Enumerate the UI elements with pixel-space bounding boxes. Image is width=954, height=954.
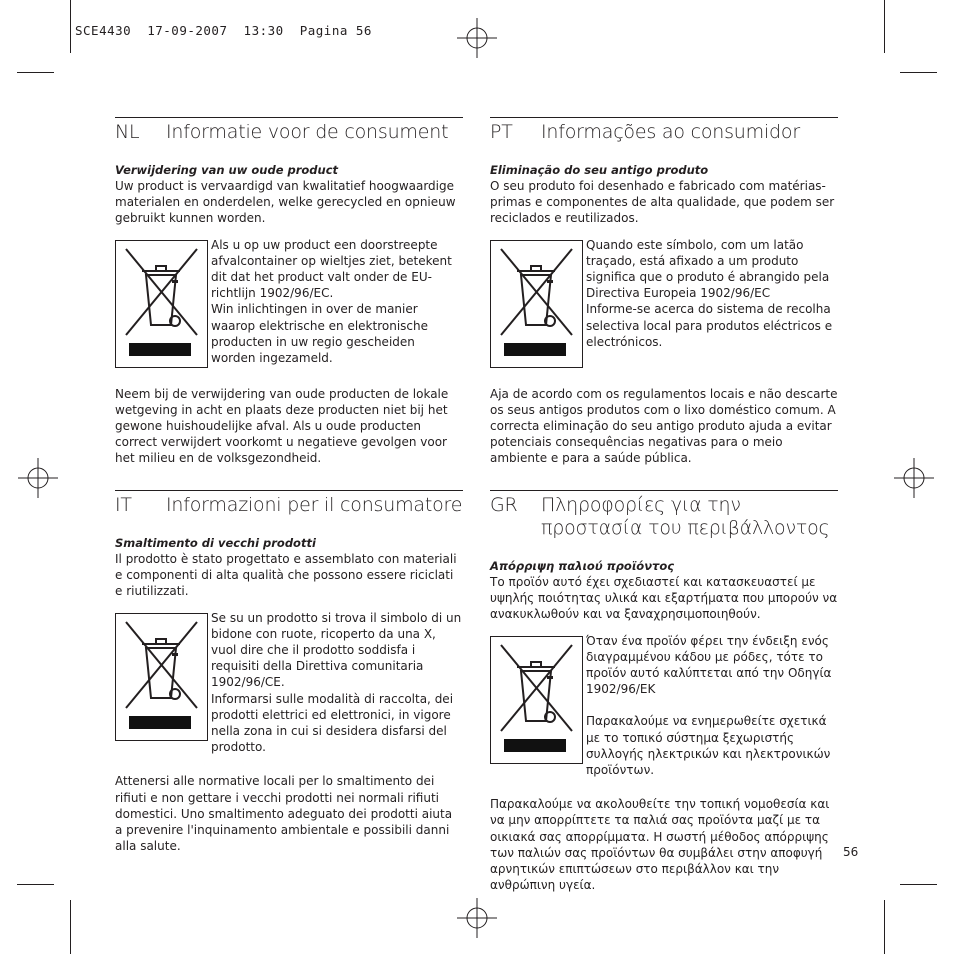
crop-mark bbox=[17, 72, 54, 73]
section-heading bbox=[115, 494, 463, 517]
closing-paragraph: Παρακαλούμε να ακολουθείτε την τοπική νομοθεσία και να μην απορρίπτετε τα παλιά σας προϊόντα μαζί με τα οικιακά σας απορρίμματα. Η σωστή μέθοδος απόρριψης των παλιών σας προϊόντων θα συμβάλει στην αποφυγή αρνητικών επιπτώσεων στο περιβάλλον και την ανθρώπινη υγεία. bbox=[490, 797, 830, 893]
figure-text-line: Παρακαλούμε να ενημερωθείτε σχετικά με το τοπικό σύστημα ξεχωριστής συλλογής ηλεκτρικών και ηλεκτρονικών προϊόντων. bbox=[586, 714, 831, 778]
figure-text-line: Quando este símbolo, com um latão traçado, está afixado a um produto significa que o produto é abrangido pela Directiva Europeia 1902/96/EC bbox=[586, 237, 830, 301]
weee-symbol-box bbox=[490, 636, 583, 764]
registration-mark bbox=[457, 18, 497, 58]
crossed-out-wheelie-bin-icon bbox=[499, 247, 574, 337]
language-code: NL bbox=[115, 121, 140, 143]
weee-figure-row bbox=[490, 237, 838, 368]
section-pt bbox=[490, 117, 838, 467]
weee-figure-row bbox=[115, 610, 463, 756]
section-title: Informatie voor de consument bbox=[166, 121, 449, 143]
section-subtitle: Smaltimento di vecchi prodotti bbox=[115, 536, 316, 550]
page-number: 56 bbox=[843, 845, 859, 859]
black-bar bbox=[129, 716, 191, 729]
section-title: Πληροφορίες για την προστασία του περιβάλλοντος bbox=[541, 494, 830, 539]
section-subtitle: Eliminação do seu antigo produto bbox=[490, 163, 709, 177]
section-rule bbox=[490, 117, 838, 118]
figure-text-line: Informe-se acerca do sistema de recolha selectiva local para produtos eléctricos e electrónicos. bbox=[586, 302, 833, 349]
crop-mark bbox=[17, 884, 54, 885]
section-subtitle: Verwijdering van uw oude product bbox=[115, 163, 339, 177]
intro-paragraph: Το προϊόν αυτό έχει σχεδιαστεί και κατασκευαστεί με υψηλής ποιότητας υλικά και εξαρτήματα που μπορούν να ανακυκλωθούν και να ξαναχρησιμοποιηθούν. bbox=[490, 575, 838, 622]
figure-text-line: Als u op uw product een doorstreepte afvalcontainer op wieltjes ziet, betekent dit dat het product valt onder de EU-richtlijn 1902/96/EC. bbox=[211, 237, 452, 301]
crop-mark bbox=[900, 884, 937, 885]
weee-symbol-box bbox=[115, 613, 208, 741]
section-title: Informazioni per il consumatore bbox=[166, 494, 463, 516]
intro-paragraph: Il prodotto è stato progettato e assemblato con materiali e componenti di alta qualità che possono essere riciclati e riutilizzati. bbox=[115, 552, 457, 599]
slug-line: SCE4430 17-09-2007 13:30 Pagina 56 bbox=[75, 23, 372, 38]
crossed-out-wheelie-bin-icon bbox=[124, 247, 199, 337]
crossed-out-wheelie-bin-icon bbox=[499, 643, 574, 733]
black-bar bbox=[129, 343, 191, 356]
figure-text-line: Όταν ένα προϊόν φέρει την ένδειξη ενός διαγραμμένου κάδου με ρόδες, τότε το προϊόν αυτό καλύπτεται από την Οδηγία 1902/96/ΕΚ bbox=[586, 633, 832, 697]
closing-paragraph: Neem bij de verwijdering van oude producten de lokale wetgeving in acht en plaats deze producten niet bij het gewone huishoudelijke afval. Als u oude producten correct verwijdert voorkomt u negatieve gevolgen voor het milieu en de volksgezondheid. bbox=[115, 386, 449, 466]
crop-mark bbox=[70, 0, 71, 53]
section-rule bbox=[115, 490, 463, 491]
weee-symbol-box bbox=[490, 240, 583, 368]
weee-figure-row bbox=[115, 237, 463, 368]
intro-paragraph: O seu produto foi desenhado e fabricado com matérias-primas e componentes de alta qualidade, que podem ser reciclados e reutilizados. bbox=[490, 179, 835, 226]
section-nl bbox=[115, 117, 463, 467]
crop-mark bbox=[70, 900, 71, 954]
figure-text-line: Se su un prodotto si trova il simbolo di un bidone con ruote, ricoperto da una X, vuol dire che il prodotto soddisfa i requisiti della Direttiva comunitaria 1902/96/CE. bbox=[211, 610, 462, 690]
crop-mark bbox=[884, 0, 885, 53]
registration-mark bbox=[18, 458, 58, 498]
weee-figure-row bbox=[490, 633, 838, 779]
section-title: Informações ao consumidor bbox=[541, 121, 800, 143]
language-code: PT bbox=[490, 121, 513, 143]
crossed-out-wheelie-bin-icon bbox=[124, 620, 199, 710]
closing-paragraph: Attenersi alle normative locali per lo smaltimento dei rifiuti e non gettare i vecchi prodotti nei normali rifiuti domestici. Uno smaltimento adeguato dei prodotti aiuta a prevenire l'inquinamento ambientale e possibili danni alla salute. bbox=[115, 774, 453, 854]
black-bar bbox=[504, 343, 566, 356]
registration-mark bbox=[457, 898, 497, 938]
crop-mark bbox=[884, 900, 885, 954]
section-rule bbox=[115, 117, 463, 118]
figure-text bbox=[586, 237, 838, 368]
figure-text bbox=[211, 610, 463, 756]
section-heading bbox=[490, 494, 838, 540]
section-subtitle: Απόρριψη παλιού προϊόντος bbox=[490, 559, 675, 573]
language-code: IT bbox=[115, 494, 132, 516]
closing-paragraph: Aja de acordo com os regulamentos locais e não descarte os seus antigos produtos com o lixo doméstico comum. A correcta eliminação do seu antigo produto ajuda a evitar potenciais consequências negativas para o meio ambiente e para a saúde pública. bbox=[490, 386, 838, 466]
intro-paragraph: Uw product is vervaardigd van kwalitatief hoogwaardige materialen en onderdelen, welke gerecycled en opnieuw gebruikt kunnen worden. bbox=[115, 179, 456, 226]
figure-text bbox=[586, 633, 838, 779]
language-code: GR bbox=[490, 494, 518, 516]
figure-text-line: Informarsi sulle modalità di raccolta, dei prodotti elettrici ed elettronici, in vigore nella zona in cui si desidera disfarsi del prodotto. bbox=[211, 691, 454, 755]
section-heading bbox=[115, 121, 463, 144]
section-gr bbox=[490, 490, 838, 893]
figure-text bbox=[211, 237, 463, 368]
section-heading bbox=[490, 121, 838, 144]
section-it bbox=[115, 490, 463, 854]
crop-mark bbox=[900, 72, 937, 73]
registration-mark bbox=[894, 458, 934, 498]
black-bar bbox=[504, 739, 566, 752]
weee-symbol-box bbox=[115, 240, 208, 368]
figure-text-line: Win inlichtingen in over de manier waarop elektrische en elektronische producten in uw regio gescheiden worden ingezameld. bbox=[211, 302, 428, 366]
section-rule bbox=[490, 490, 838, 491]
